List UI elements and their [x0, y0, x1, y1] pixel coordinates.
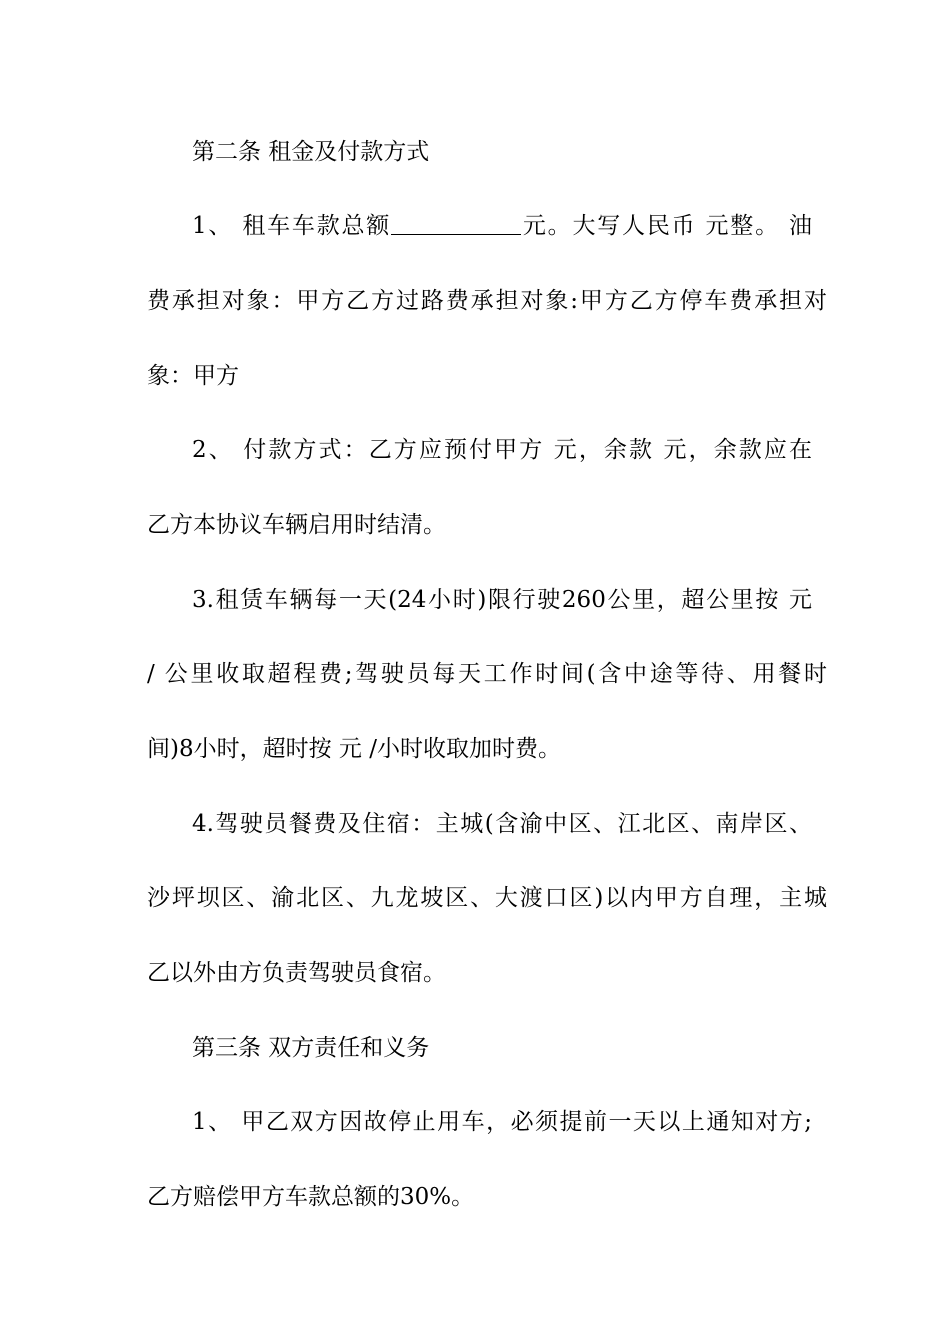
- section-heading-article-2: 第二条 租金及付款方式: [192, 139, 430, 165]
- paragraph-1-suffix: 元。大写人民币 元整。 油: [521, 213, 812, 239]
- paragraph-1-line-3: 象：甲方: [147, 363, 239, 389]
- section-heading-article-3: 第三条 双方责任和义务: [192, 1035, 430, 1061]
- paragraph-3-line-2: / 公里收取超程费;驾驶员每天工作时间(含中途等待、用餐时: [147, 661, 827, 687]
- paragraph-5-line-1: 1、 甲乙双方因故停止用车，必须提前一天以上通知对方;: [192, 1109, 812, 1135]
- paragraph-1-line-2: 费承担对象：甲方乙方过路费承担对象:甲方乙方停车费承担对: [147, 288, 827, 314]
- paragraph-2-line-1: 2、 付款方式：乙方应预付甲方 元，余款 元，余款应在: [192, 437, 812, 463]
- paragraph-5-line-2: 乙方赔偿甲方车款总额的30%。: [147, 1184, 475, 1210]
- paragraph-3-line-1: 3.租赁车辆每一天(24小时)限行驶260公里，超公里按 元: [192, 587, 812, 613]
- paragraph-4-line-3: 乙以外由方负责驾驶员食宿。: [147, 960, 446, 986]
- paragraph-2-line-2: 乙方本协议车辆启用时结清。: [147, 512, 446, 538]
- paragraph-1-line-1: [192, 211, 812, 241]
- paragraph-1-prefix: 1、 租车车款总额: [192, 213, 392, 239]
- paragraph-4-line-2: 沙坪坝区、渝北区、九龙坡区、大渡口区)以内甲方自理，主城: [147, 885, 827, 911]
- paragraph-3-line-3: 间)8小时，超时按 元 /小时收取加时费。: [147, 736, 561, 762]
- paragraph-4-line-1: 4.驾驶员餐费及住宿：主城(含渝中区、江北区、南岸区、: [192, 811, 812, 837]
- amount-blank-underline: [391, 214, 521, 235]
